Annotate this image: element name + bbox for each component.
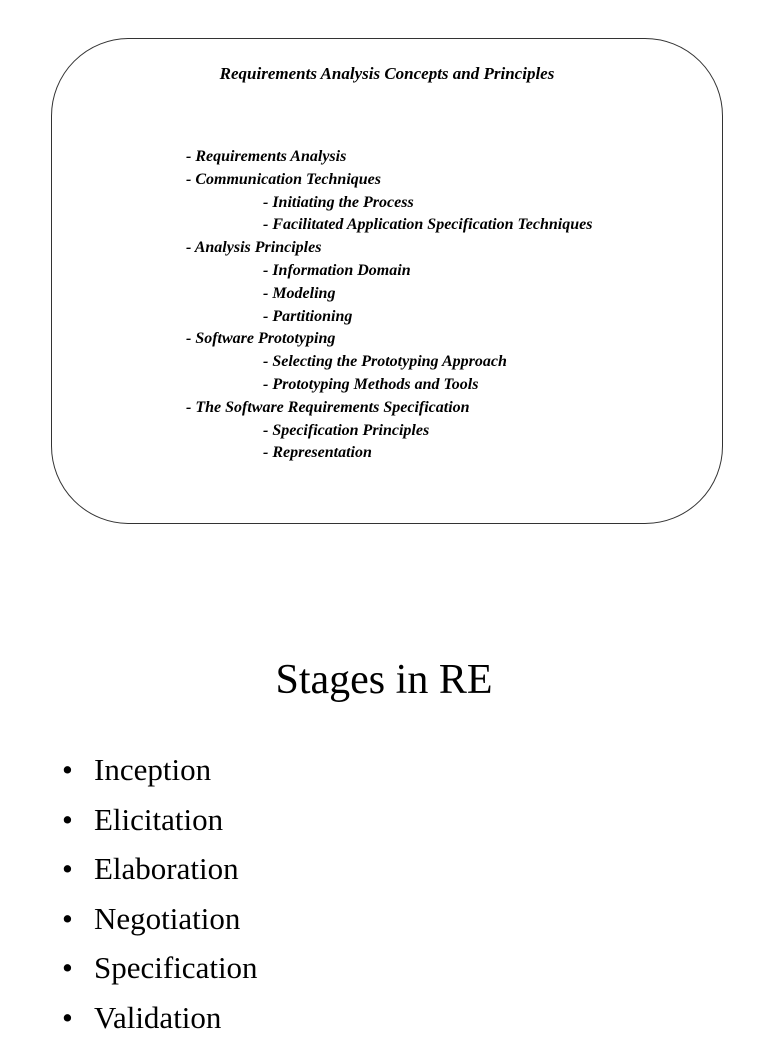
outline-item: - Requirements Analysis: [186, 146, 592, 169]
bullet-marker: •: [62, 993, 94, 1042]
outline-subitem: - Facilitated Application Specification Techniques: [186, 214, 592, 237]
outline-subitem: - Modeling: [186, 283, 592, 306]
stage-label: Specification: [94, 943, 258, 993]
stage-label: Negotiation: [94, 894, 240, 944]
outline-subitem: - Partitioning: [186, 306, 592, 329]
stage-label: Elaboration: [94, 844, 239, 894]
stage-item: [62, 745, 258, 795]
topic-outline: [186, 146, 592, 465]
stage-label: Validation: [94, 993, 221, 1042]
stage-item: [62, 943, 258, 993]
stage-label: Elicitation: [94, 795, 223, 845]
bullet-marker: •: [62, 745, 94, 795]
bullet-marker: •: [62, 943, 94, 993]
bullet-marker: •: [62, 795, 94, 845]
outline-subitem: - Prototyping Methods and Tools: [186, 374, 592, 397]
stage-item: [62, 795, 258, 845]
outline-subitem: - Selecting the Prototyping Approach: [186, 351, 592, 374]
outline-item: - Software Prototyping: [186, 328, 592, 351]
outline-item: - Communication Techniques: [186, 169, 592, 192]
slide-title: Stages in RE: [0, 652, 768, 708]
outline-subitem: - Specification Principles: [186, 420, 592, 443]
outline-item: - The Software Requirements Specification: [186, 397, 592, 420]
bullet-marker: •: [62, 844, 94, 894]
outline-item: - Analysis Principles: [186, 237, 592, 260]
outline-subitem: - Information Domain: [186, 260, 592, 283]
outline-box-title: Requirements Analysis Concepts and Principles: [52, 64, 722, 84]
stage-item: [62, 894, 258, 944]
bullet-marker: •: [62, 894, 94, 944]
outline-subitem: - Representation: [186, 442, 592, 465]
outline-subitem: - Initiating the Process: [186, 192, 592, 215]
stage-label: Inception: [94, 745, 211, 795]
stage-item: [62, 844, 258, 894]
outline-box: [51, 38, 723, 524]
stage-item: [62, 993, 258, 1042]
stages-list: [62, 745, 258, 1042]
